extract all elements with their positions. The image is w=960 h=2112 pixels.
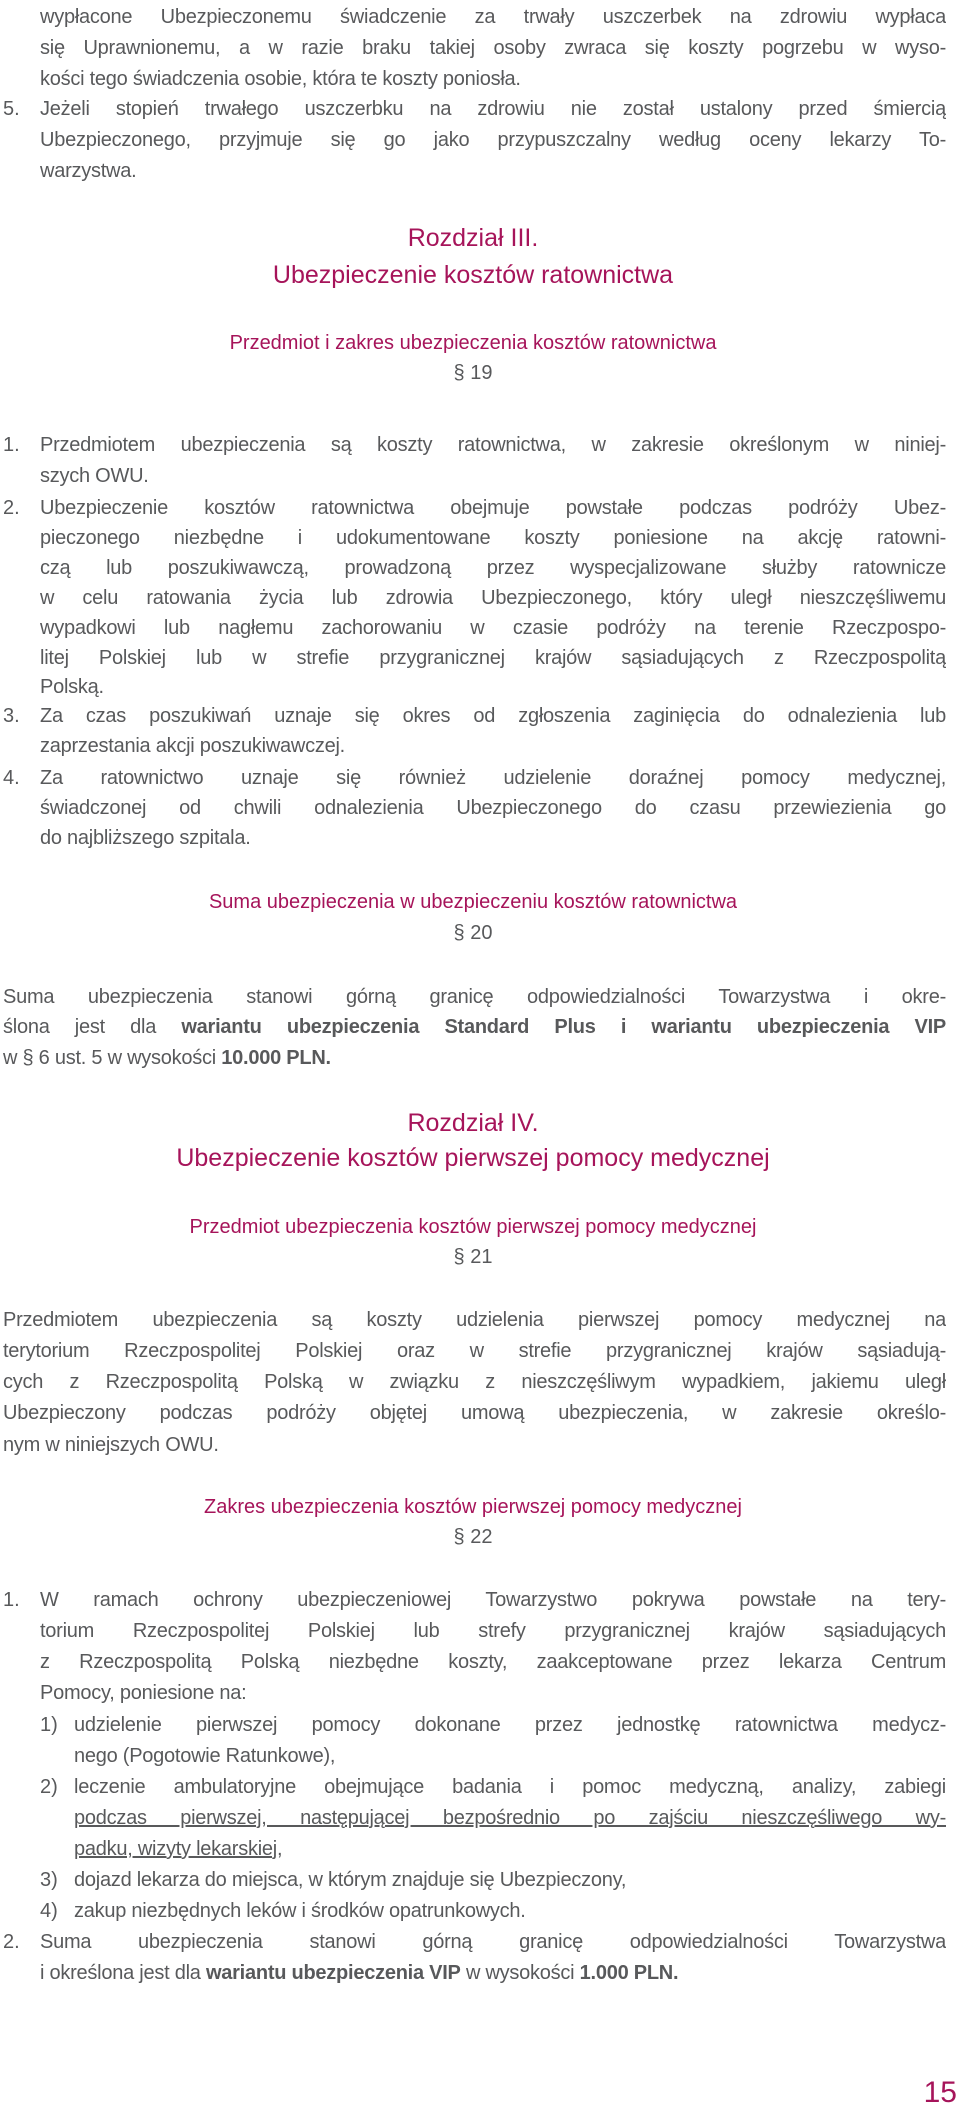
list-number: 4. bbox=[3, 767, 20, 789]
chapter-label: Rozdział IV. bbox=[407, 1109, 539, 1137]
list-number: 1. bbox=[3, 434, 20, 456]
text-line: Przedmiotem ubezpieczenia są koszty udzielenia pierwszej pomocy medycznej na bbox=[3, 1309, 946, 1331]
text-line: Przedmiotem ubezpieczenia są koszty ratownictwa, w zakresie określonym w niniej- bbox=[40, 434, 946, 456]
text-line bbox=[74, 1834, 946, 1865]
text-line: czą lub poszukiwawczą, prowadzoną przez wyspecjalizowane służby ratownicze bbox=[40, 557, 946, 579]
text-line: Za czas poszukiwań uznaje się okres od zgłoszenia zaginięcia do odnalezienia lub bbox=[40, 705, 946, 727]
section-heading: Suma ubezpieczenia w ubezpieczeniu kosztów ratownictwa bbox=[208, 891, 738, 913]
chapter-label: Rozdział III. bbox=[407, 224, 539, 252]
paragraph-number: § 21 bbox=[453, 1246, 493, 1268]
sublist-number: 4) bbox=[40, 1900, 58, 1922]
text-line bbox=[3, 1012, 946, 1043]
text-line: terytorium Rzeczpospolitej Polskiej oraz w strefie przygranicznej krajów sąsiadują- bbox=[3, 1340, 946, 1362]
chapter-title: Ubezpieczenie kosztów ratownictwa bbox=[272, 261, 674, 289]
underlined-text-line: podczas pierwszej, następującej bezpośrednio po zajściu nieszczęśliwego wy- bbox=[74, 1807, 946, 1829]
list-number: 5. bbox=[3, 98, 20, 120]
bold-text: wariantu ubezpieczenia Standard Plus i wariantu ubezpieczenia VIP bbox=[181, 1016, 946, 1038]
sublist-number: 1) bbox=[40, 1714, 58, 1736]
page-number: 15 bbox=[923, 2076, 957, 2109]
text-line: zakup niezbędnych leków i środków opatrunkowych. bbox=[74, 1900, 526, 1922]
text-line: leczenie ambulatoryjne obejmujące badania i pomoc medyczną, analizy, zabiegi bbox=[74, 1776, 946, 1798]
text-line: Ubezpieczenie kosztów ratownictwa obejmuje powstałe podczas podróży Ubez- bbox=[40, 497, 946, 519]
text-line bbox=[40, 1958, 946, 1989]
text-line: cych z Rzeczpospolitą Polską w związku z nieszczęśliwym wypadkiem, jakiemu uległ bbox=[3, 1371, 946, 1393]
section-heading: Przedmiot ubezpieczenia kosztów pierwszej pomocy medycznej bbox=[189, 1216, 757, 1238]
text-line: torium Rzeczpospolitej Polskiej lub strefy przygranicznej krajów sąsiadujących bbox=[40, 1620, 946, 1642]
text-line: warzystwa. bbox=[40, 160, 137, 182]
text-line: wypłacone Ubezpieczonemu świadczenie za trwały uszczerbek na zdrowiu wypłaca bbox=[40, 6, 946, 28]
paragraph-number: § 22 bbox=[453, 1526, 493, 1548]
text-line: Za ratownictwo uznaje się również udzielenie doraźnej pomocy medycznej, bbox=[40, 767, 946, 789]
text-line: szych OWU. bbox=[40, 465, 149, 487]
text-line: świadczonej od chwili odnalezienia Ubezpieczonego do czasu przewiezienia go bbox=[40, 797, 946, 819]
text-segment: w § 6 ust. 5 w wysokości bbox=[3, 1047, 222, 1069]
text-line: nego (Pogotowie Ratunkowe), bbox=[74, 1745, 336, 1767]
bold-text: 10.000 PLN. bbox=[221, 1047, 331, 1069]
bold-text: wariantu ubezpieczenia VIP bbox=[205, 1962, 461, 1984]
text-line: się Uprawnionemu, a w razie braku takiej osoby zwraca się koszty pogrzebu w wyso- bbox=[40, 37, 946, 59]
text-line: z Rzeczpospolitą Polską niezbędne koszty, zaakceptowane przez lekarza Centrum bbox=[40, 1651, 946, 1673]
text-line: litej Polskiej lub w strefie przygranicznej krajów sąsiadujących z Rzeczpospolitą bbox=[40, 647, 946, 669]
list-number: 2. bbox=[3, 1931, 20, 1953]
underlined-text: padku, wizyty lekarskiej, bbox=[74, 1838, 283, 1860]
paragraph-number: § 20 bbox=[453, 922, 493, 944]
text-line: udzielenie pierwszej pomocy dokonane przez jednostkę ratownictwa medycz- bbox=[74, 1714, 946, 1736]
list-number: 2. bbox=[3, 497, 20, 519]
paragraph-number: § 19 bbox=[453, 362, 493, 384]
text-line: Ubezpieczony podczas podróży objętej umową ubezpieczenia, w zakresie określo- bbox=[3, 1402, 946, 1424]
text-line: pieczonego niezbędne i udokumentowane koszty poniesione na akcję ratowni- bbox=[40, 527, 946, 549]
list-number: 1. bbox=[3, 1589, 20, 1611]
text-line: zaprzestania akcji poszukiwawczej. bbox=[40, 735, 345, 757]
text-line: wypadkowi lub nagłemu zachorowaniu w czasie podróży na terenie Rzeczpospo- bbox=[40, 617, 946, 639]
text-line: dojazd lekarza do miejsca, w którym znajduje się Ubezpieczony, bbox=[74, 1869, 627, 1891]
list-number: 3. bbox=[3, 705, 20, 727]
text-line: Polską. bbox=[40, 676, 104, 698]
section-heading: Przedmiot i zakres ubezpieczenia kosztów ratownictwa bbox=[229, 332, 717, 354]
text-line: kości tego świadczenia osobie, która te koszty poniosła. bbox=[40, 68, 521, 90]
sublist-number: 3) bbox=[40, 1869, 58, 1891]
text-line: Suma ubezpieczenia stanowi górną granicę odpowiedzialności Towarzystwa bbox=[40, 1931, 946, 1953]
text-line: W ramach ochrony ubezpieczeniowej Towarzystwo pokrywa powstałe na tery- bbox=[40, 1589, 946, 1611]
text-line: Jeżeli stopień trwałego uszczerbku na zdrowiu nie został ustalony przed śmiercią bbox=[40, 98, 946, 120]
sublist-number: 2) bbox=[40, 1776, 58, 1798]
text-line: Suma ubezpieczenia stanowi górną granicę odpowiedzialności Towarzystwa i okre- bbox=[3, 986, 946, 1008]
bold-text: 1.000 PLN. bbox=[579, 1962, 679, 1984]
text-line: w celu ratowania życia lub zdrowia Ubezpieczonego, który uległ nieszczęśliwemu bbox=[40, 587, 946, 609]
text-line: Ubezpieczonego, przyjmuje się go jako przypuszczalny według oceny lekarzy To- bbox=[40, 129, 946, 151]
text-line bbox=[3, 1043, 946, 1074]
text-line: Pomocy, poniesione na: bbox=[40, 1682, 247, 1704]
text-segment: i określona jest dla bbox=[40, 1962, 206, 1984]
text-segment: w wysokości bbox=[460, 1962, 580, 1984]
text-segment: ślona jest dla bbox=[3, 1016, 182, 1038]
text-line: nym w niniejszych OWU. bbox=[3, 1434, 219, 1456]
section-heading: Zakres ubezpieczenia kosztów pierwszej pomocy medycznej bbox=[203, 1496, 742, 1518]
text-line: do najbliższego szpitala. bbox=[40, 827, 251, 849]
chapter-title: Ubezpieczenie kosztów pierwszej pomocy medycznej bbox=[176, 1144, 770, 1172]
